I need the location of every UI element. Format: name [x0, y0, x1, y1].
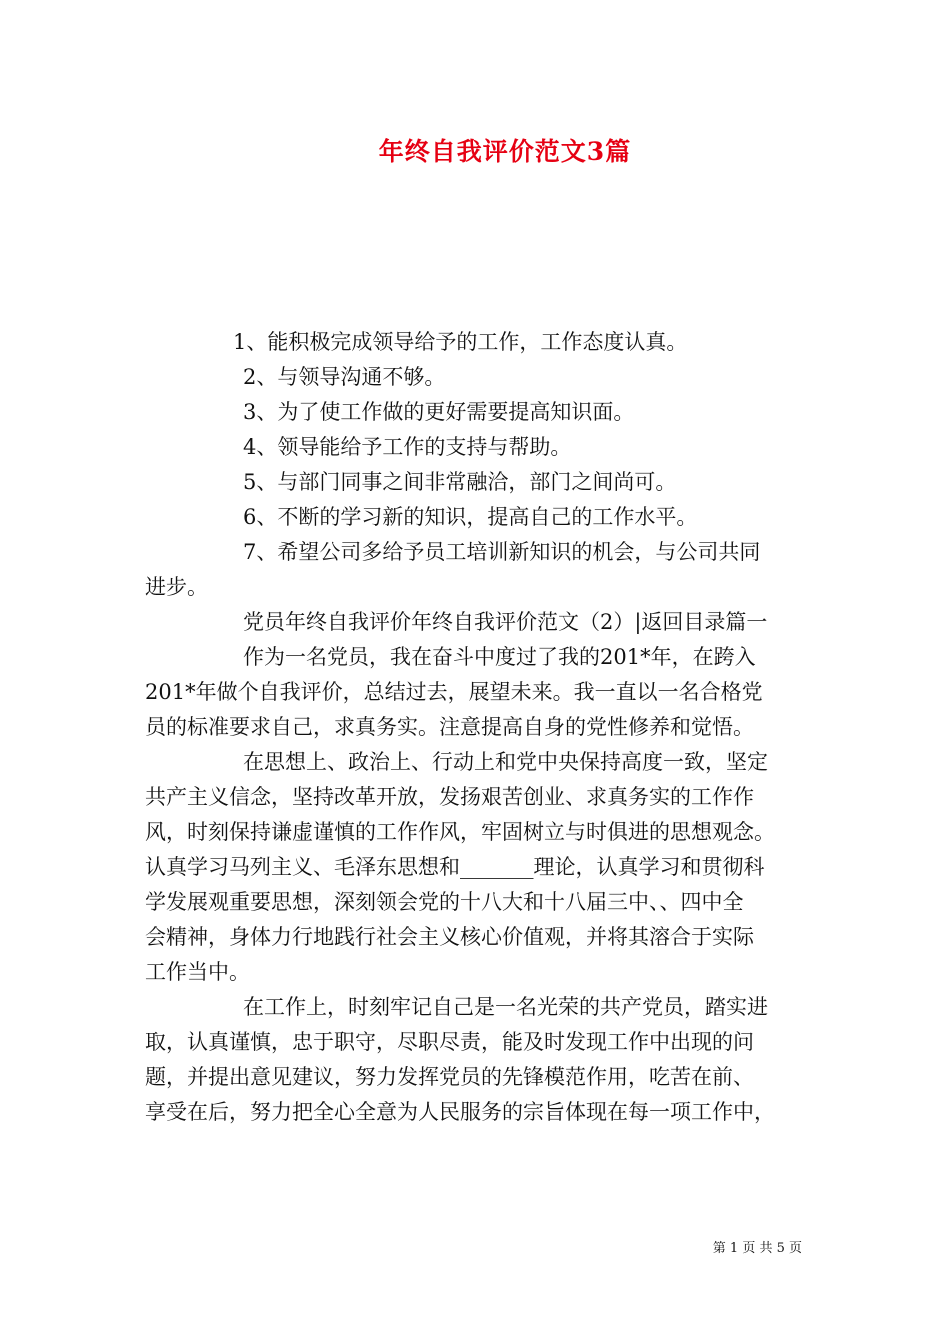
paragraph-line: 享受在后，努力把全心全意为人民服务的宗旨体现在每一项工作中，: [145, 1100, 775, 1124]
list-item: 2、与领导沟通不够。: [243, 365, 446, 389]
paragraph-line: 员的标准要求自己，求真务实。注意提高自身的党性修养和觉悟。: [145, 715, 754, 739]
list-item: 4、领导能给予工作的支持与帮助。: [243, 435, 572, 459]
paragraph-line: 在工作上，时刻牢记自己是一名光荣的共产党员，踏实进: [243, 995, 768, 1019]
list-item: 5、与部门同事之间非常融洽，部门之间尚可。: [243, 470, 677, 494]
paragraph-line: 会精神，身体力行地践行社会主义核心价值观，并将其溶合于实际: [145, 925, 754, 949]
paragraph-line: 取，认真谨慎，忠于职守，尽职尽责，能及时发现工作中出现的问: [145, 1030, 754, 1054]
paragraph-line: 工作当中。: [145, 960, 250, 984]
document-title: 年终自我评价范文3篇: [378, 137, 632, 166]
paragraph-line: 认真学习马列主义、毛泽东思想和_______理论，认真学习和贯彻科: [145, 855, 765, 879]
list-item-continuation: 进步。: [145, 575, 208, 599]
paragraph-line: 学发展观重要思想，深刻领会党的十八大和十八届三中、、四中全: [145, 890, 744, 914]
paragraph-line: 共产主义信念，坚持改革开放，发扬艰苦创业、求真务实的工作作: [145, 785, 754, 809]
paragraph-line: 题，并提出意见建议，努力发挥党员的先锋模范作用，吃苦在前、: [145, 1065, 754, 1089]
page-footer: 第 1 页 共 5 页: [712, 1241, 802, 1256]
document-body: [145, 325, 810, 1130]
section-subheading: 党员年终自我评价年终自我评价范文（2）|返回目录篇一: [243, 610, 768, 634]
paragraph-line: 作为一名党员，我在奋斗中度过了我的201*年，在跨入: [243, 645, 756, 669]
list-item: 1、能积极完成领导给予的工作，工作态度认真。: [233, 330, 688, 354]
list-item: 7、希望公司多给予员工培训新知识的机会，与公司共同: [243, 540, 761, 564]
list-item: 3、为了使工作做的更好需要提高知识面。: [243, 400, 635, 424]
paragraph-line: 在思想上、政治上、行动上和党中央保持高度一致，坚定: [243, 750, 768, 774]
paragraph-line: 201*年做个自我评价，总结过去，展望未来。我一直以一名合格党: [145, 680, 763, 704]
paragraph-line: 风，时刻保持谦虚谨慎的工作作风，牢固树立与时俱进的思想观念。: [145, 820, 775, 844]
list-item: 6、不断的学习新的知识，提高自己的工作水平。: [243, 505, 698, 529]
